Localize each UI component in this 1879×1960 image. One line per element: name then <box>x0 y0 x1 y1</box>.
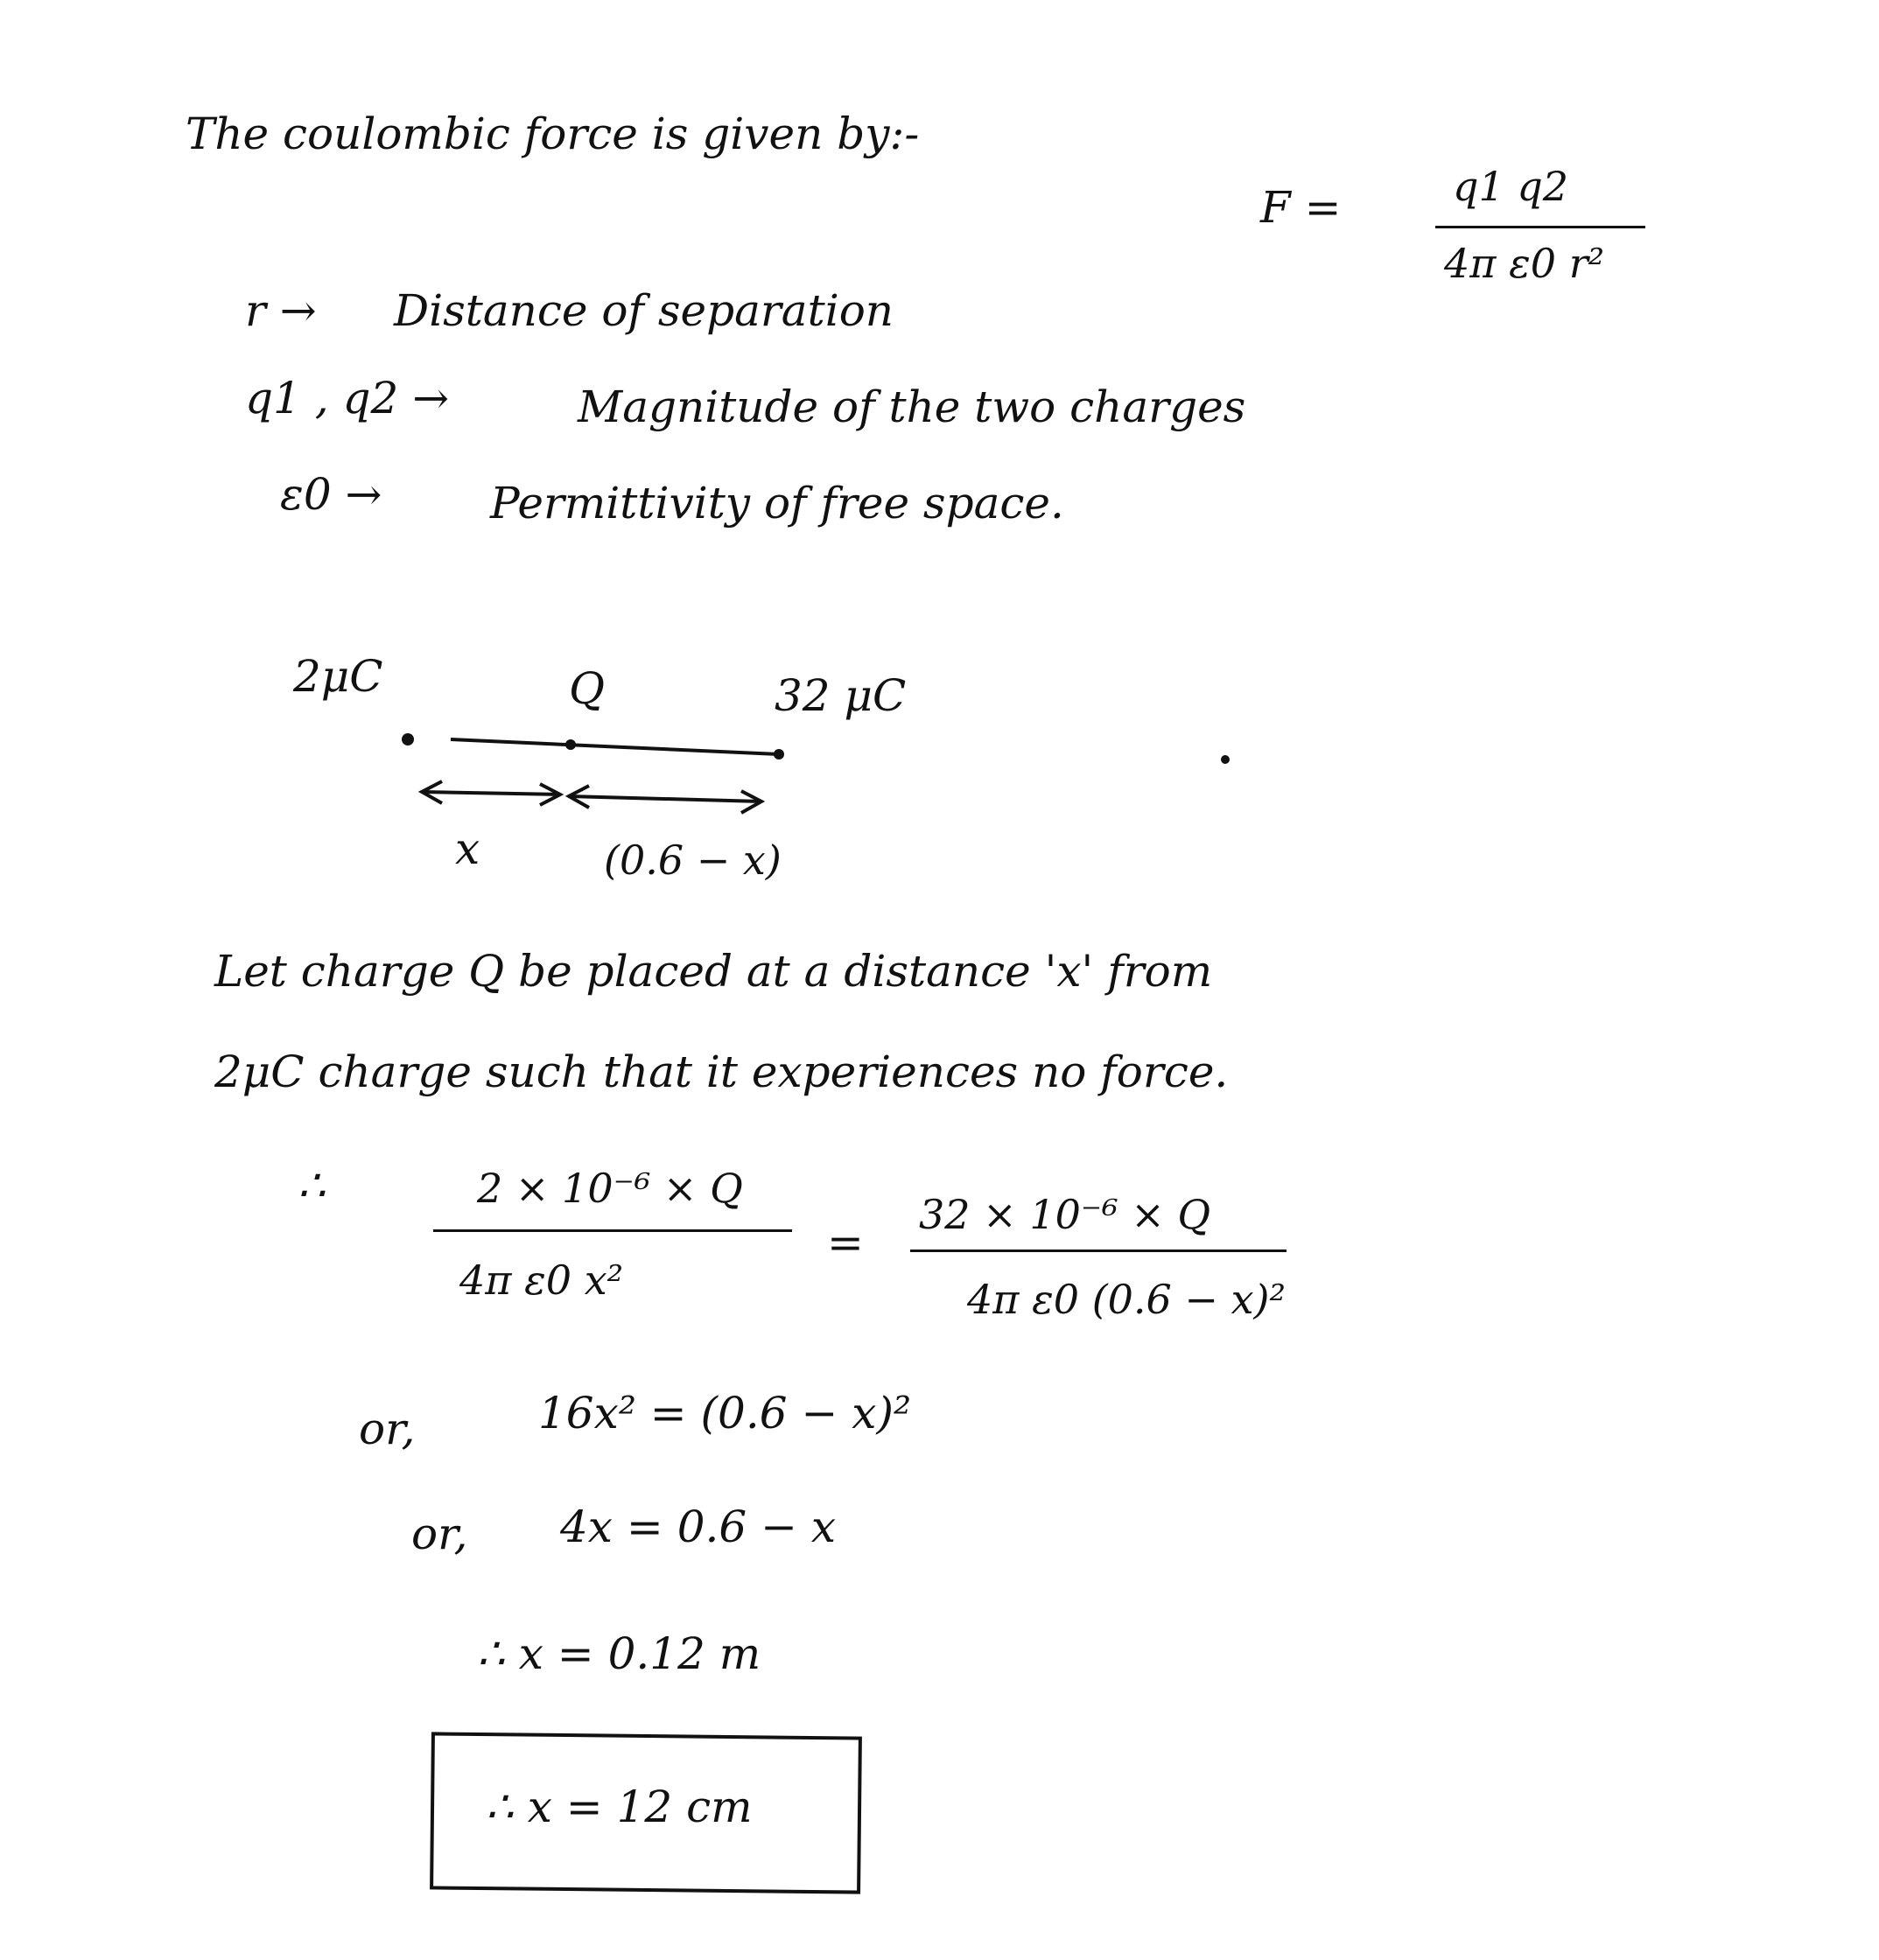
separation-line <box>451 739 779 754</box>
right-charge-label: 32 μC <box>775 670 907 721</box>
rhs-denominator: 4π ε0 (0.6 − x)² <box>967 1276 1286 1323</box>
step-1-prefix: or, <box>359 1404 416 1454</box>
definition-e0-symbol: ε0 → <box>280 469 382 520</box>
rhs-numerator: 32 × 10⁻⁶ × Q <box>919 1191 1211 1238</box>
final-answer: ∴ x = 12 cm <box>486 1782 753 1832</box>
right-distance-label: (0.6 − x) <box>604 836 782 884</box>
step-2-expression: 4x = 0.6 − x <box>560 1502 837 1552</box>
definition-r-desc: Distance of separation <box>394 285 894 336</box>
lhs-denominator: 4π ε0 x² <box>459 1256 624 1304</box>
intro-text: The coulombic force is given by:- <box>186 108 920 159</box>
formula-denominator: 4π ε0 r² <box>1444 240 1605 287</box>
formula-fraction-bar <box>1435 226 1645 228</box>
right-charge-dot <box>774 749 784 760</box>
rhs-fraction-bar <box>910 1250 1287 1252</box>
left-distance-arrow <box>422 792 560 794</box>
step-1-expression: 16x² = (0.6 − x)² <box>538 1388 912 1438</box>
equation-equals: = <box>827 1217 864 1268</box>
stray-dot <box>1221 755 1230 764</box>
left-charge-dot <box>402 733 414 746</box>
definition-q-desc: Magnitude of the two charges <box>578 382 1246 432</box>
lhs-fraction-bar <box>433 1229 792 1232</box>
lhs-numerator: 2 × 10⁻⁶ × Q <box>477 1165 743 1212</box>
middle-charge-dot <box>565 739 576 750</box>
definition-q-symbol: q1 , q2 → <box>245 373 450 424</box>
left-charge-label: 2μC <box>293 651 383 702</box>
right-distance-arrow <box>569 796 761 802</box>
therefore-symbol: ∴ <box>298 1160 326 1211</box>
statement-line-1: Let charge Q be placed at a distance 'x' from <box>214 946 1213 997</box>
left-distance-label: x <box>455 823 480 874</box>
definition-e0-desc: Permittivity of free space. <box>490 478 1064 528</box>
formula-lhs: F = <box>1260 182 1342 233</box>
statement-line-2: 2μC charge such that it experiences no force. <box>214 1046 1229 1097</box>
definition-r-symbol: r → <box>245 285 317 336</box>
step-2-prefix: or, <box>411 1508 468 1559</box>
middle-charge-label: Q <box>569 663 605 714</box>
step-3-expression: ∴ x = 0.12 m <box>477 1628 761 1679</box>
formula-numerator: q1 q2 <box>1453 163 1569 210</box>
